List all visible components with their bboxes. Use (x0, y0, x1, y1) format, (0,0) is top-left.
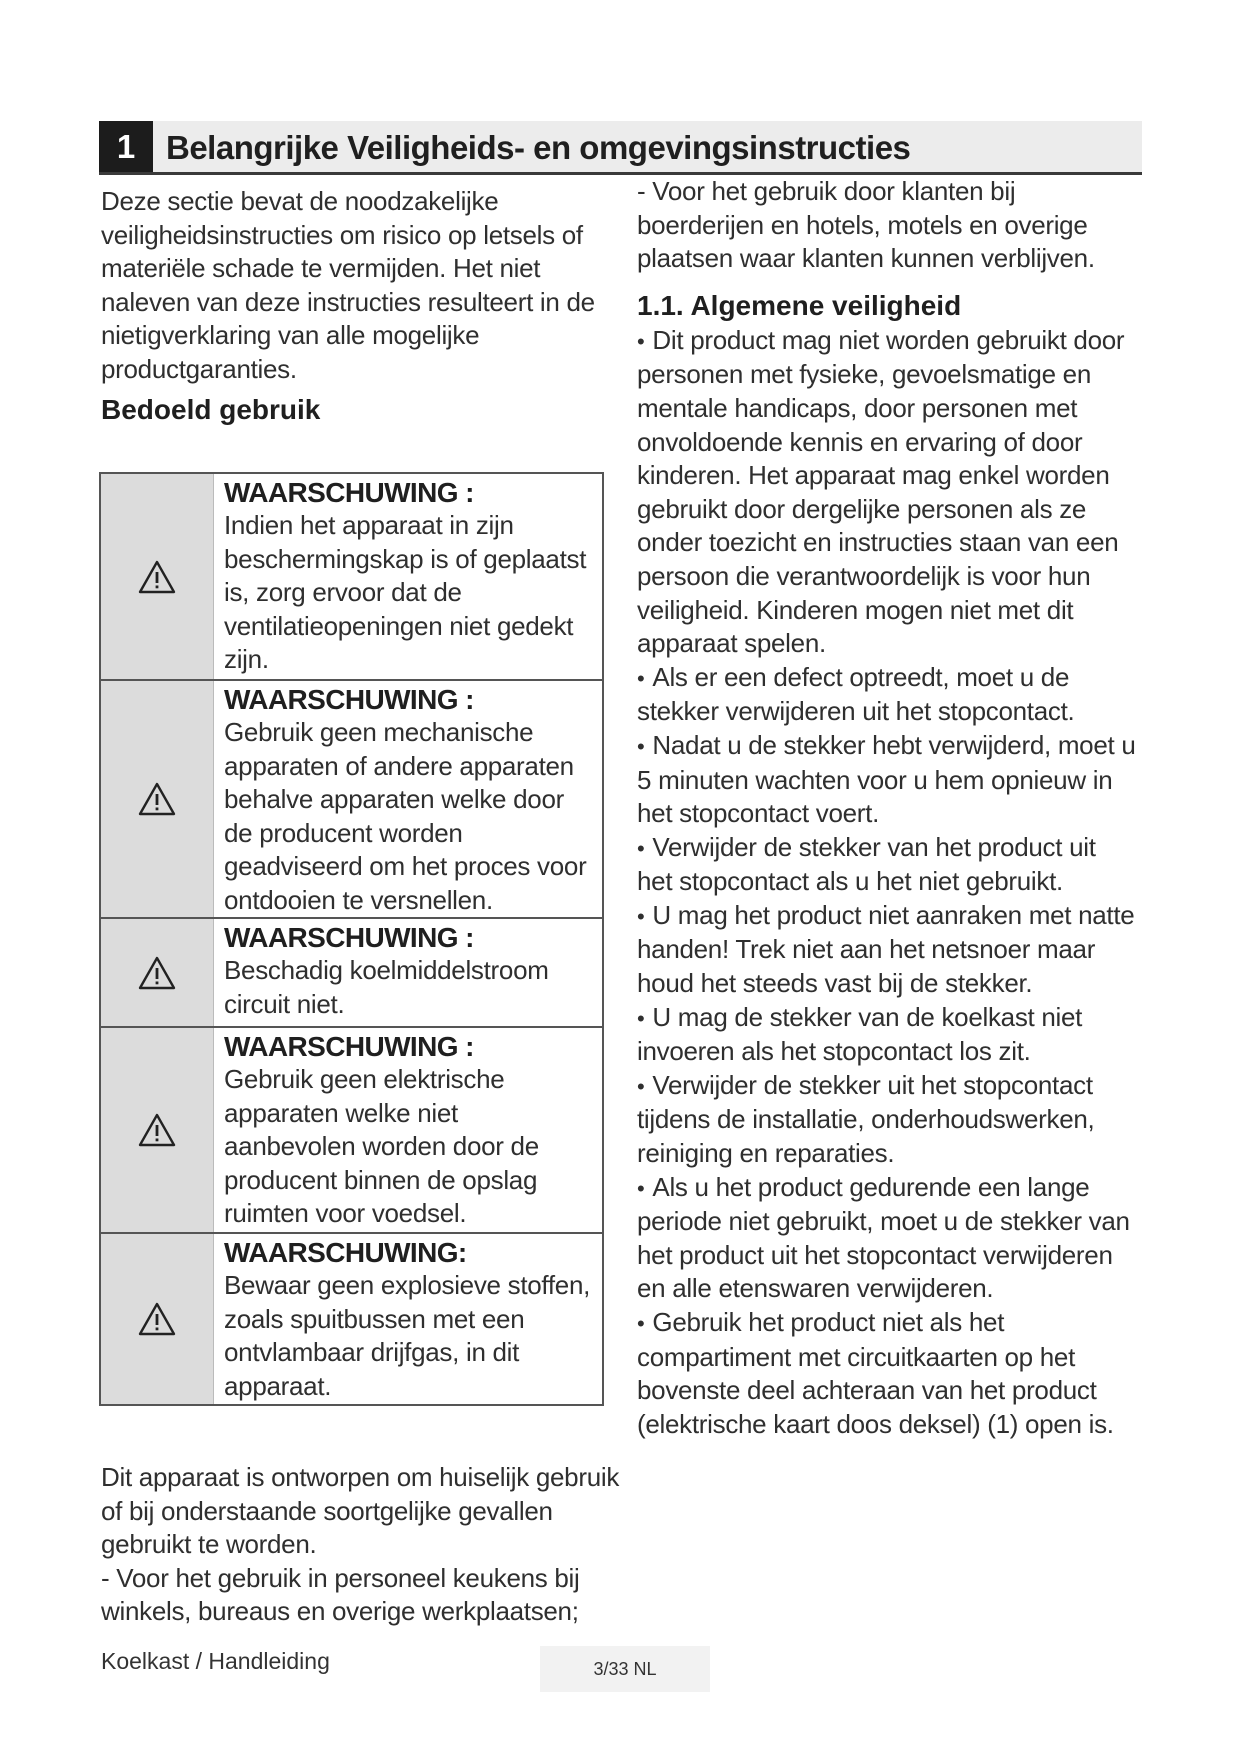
warning-title: WAARSCHUWING : (224, 684, 474, 715)
list-item: • Als u het product gedurende een lange periode niet gebruikt, moet u de stekker van het product uit het stopcontact verwijderen en alle etenswaren verwijderen. (637, 1171, 1130, 1304)
usage-block (101, 1461, 621, 1629)
warning-text: Indien het apparaat in zijn beschermingskap is of geplaatst is, zorg ervoor dat de ventilatieopeningen niet gedekt zijn. (224, 510, 587, 675)
warning-table (99, 472, 604, 1406)
list-item: • Gebruik het product niet als het compartiment met circuitkaarten op het bovenste deel achteraan van het product (elektrische kaart doos deksel) (1) open is. (637, 1307, 1114, 1439)
page-number: 3/33 NL (540, 1646, 710, 1692)
usage-paragraph: Dit apparaat is ontworpen om huiselijk gebruik of bij onderstaande soortgelijke gevallen gebruikt te worden. (101, 1462, 620, 1560)
warning-triangle-icon (101, 919, 213, 1026)
intended-use-heading: Bedoeld gebruik (101, 393, 321, 425)
right-column (637, 175, 1137, 1441)
warning-triangle-icon (101, 1234, 213, 1404)
warning-title: WAARSCHUWING: (224, 1237, 467, 1268)
footer-title: Koelkast / Handleiding (101, 1648, 330, 1674)
list-item: • U mag het product niet aanraken met natte handen! Trek niet aan het netsnoer maar houd het steeds vast bij de stekker. (637, 899, 1135, 999)
warning-text: Gebruik geen mechanische apparaten of andere apparaten behalve apparaten welke door de producent worden geadviseerd om het proces voor ontdooien te versnellen. (224, 717, 587, 915)
warning-text: Bewaar geen explosieve stoffen, zoals spuitbussen met een ontvlambaar drijfgas, in dit apparaat. (224, 1270, 591, 1401)
general-safety-heading: 1.1. Algemene veiligheid (637, 289, 962, 321)
warning-row (101, 1028, 602, 1234)
warning-triangle-icon (101, 681, 213, 917)
usage-item: - Voor het gebruik door klanten bij boerderijen en hotels, motels en overige plaatsen waar klanten kunnen verblijven. (637, 176, 1095, 274)
usage-item: - Voor het gebruik in personeel keukens bij winkels, bureaus en overige werkplaatsen; (101, 1562, 580, 1627)
warning-title: WAARSCHUWING : (224, 477, 474, 508)
list-item: • U mag de stekker van de koelkast niet invoeren als het stopcontact los zit. (637, 1001, 1083, 1067)
warning-title: WAARSCHUWING : (224, 1031, 474, 1062)
warning-row (101, 1234, 602, 1404)
warning-text: Beschadig koelmiddelstroom circuit niet. (224, 955, 549, 1019)
warning-triangle-icon (101, 1028, 213, 1232)
warning-triangle-icon (101, 474, 213, 679)
intro-paragraph: Deze sectie bevat de noodzakelijke veiligheidsinstructies om risico op letsels of materiële schade te vermijden. Het niet naleven van deze instructies resulteert in de nietigverklaring van alle mogelijke productgaranties. (101, 186, 595, 384)
warning-title: WAARSCHUWING : (224, 922, 474, 953)
list-item: • Verwijder de stekker van het product uit het stopcontact als u het niet gebruikt. (637, 831, 1096, 897)
warning-row (101, 474, 602, 681)
list-item: • Verwijder de stekker uit het stopcontact tijdens de installatie, onderhoudswerken, reiniging en reparaties. (637, 1069, 1095, 1169)
section-number: 1 (99, 121, 153, 172)
list-item: • Als er een defect optreedt, moet u de stekker verwijderen uit het stopcontact. (637, 661, 1075, 727)
left-column (101, 185, 611, 427)
list-item: • Nadat u de stekker hebt verwijderd, moet u 5 minuten wachten voor u hem opnieuw in het stopcontact voert. (637, 729, 1136, 829)
warning-row (101, 919, 602, 1028)
section-title: Belangrijke Veiligheids- en omgevingsinstructies (166, 129, 911, 166)
warning-row (101, 681, 602, 919)
warning-text: Gebruik geen elektrische apparaten welke niet aanbevolen worden door de producent binnen de opslag ruimten voor voedsel. (224, 1064, 539, 1229)
list-item: • Dit product mag niet worden gebruikt door personen met fysieke, gevoelsmatige en mentale handicaps, door personen met onvoldoende kennis en ervaring of door kinderen. Het apparaat mag enkel worden gebruikt door dergelijke personen als ze onder toezicht en instructies staan van een persoon die verantwoordelijk is voor hun veiligheid. Kinderen mogen niet met dit apparaat spelen. (637, 324, 1125, 659)
section-header (99, 121, 1142, 175)
